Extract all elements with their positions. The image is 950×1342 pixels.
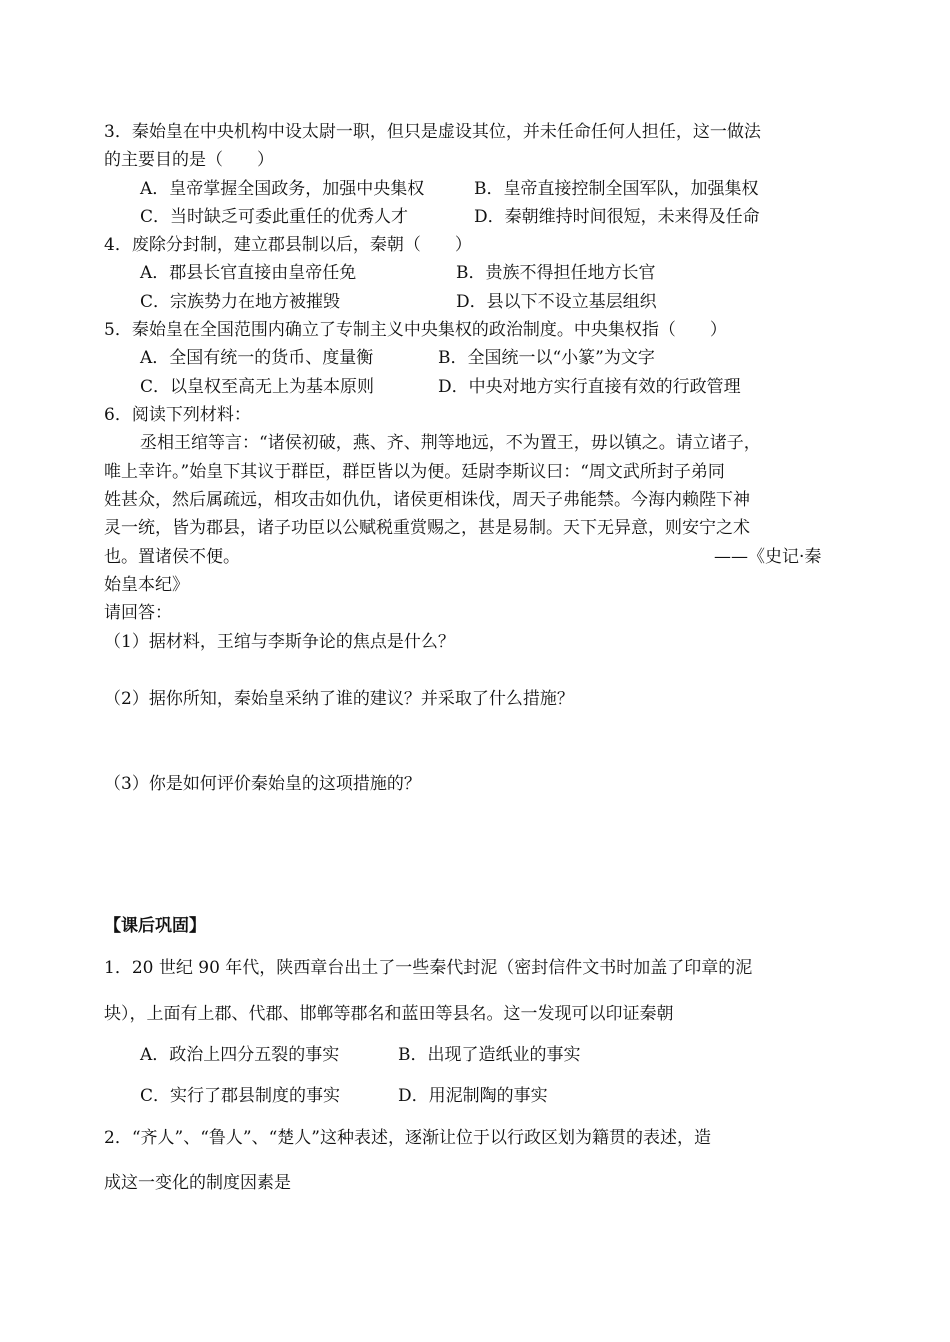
q5-option-d: D．中央对地方实行直接有效的行政管理 bbox=[438, 377, 741, 397]
q6-source-line1: ——《史记·秦 bbox=[714, 547, 822, 567]
q4-option-b: B．贵族不得担任地方长官 bbox=[456, 263, 656, 283]
review-q1-stem-line2: 块），上面有上郡、代郡、邯郸等郡名和蓝田等县名。这一发现可以印证秦朝 bbox=[104, 1004, 674, 1024]
q5-option-b: B．全国统一以“小篆”为文字 bbox=[438, 348, 655, 368]
q4-option-c: C．宗族势力在地方被摧毁 bbox=[140, 292, 341, 312]
review-q1-option-a: A．政治上四分五裂的事实 bbox=[140, 1045, 340, 1065]
q3-option-d: D．秦朝维持时间很短，未来得及任命 bbox=[474, 207, 760, 227]
review-q1-option-d: D．用泥制陶的事实 bbox=[398, 1086, 548, 1106]
q6-source-line2: 始皇本纪》 bbox=[104, 575, 189, 595]
q4-option-d: D．县以下不设立基层组织 bbox=[456, 292, 657, 312]
q6-passage-line4: 灵一统，皆为郡县，诸子功臣以公赋税重赏赐之，甚是易制。天下无异意，则安宁之术 bbox=[104, 518, 750, 538]
q6-subquestion-1: （1）据材料，王绾与李斯争论的焦点是什么？ bbox=[104, 632, 455, 652]
q3-option-c: C．当时缺乏可委此重任的优秀人才 bbox=[140, 207, 409, 227]
q6-answer-prompt: 请回答： bbox=[104, 603, 172, 623]
review-q1-option-b: B．出现了造纸业的事实 bbox=[398, 1045, 581, 1065]
q6-passage-line3: 姓甚众，然后属疏远，相攻击如仇仇，诸侯更相诛伐，周天子弗能禁。今海内赖陛下神 bbox=[104, 490, 750, 510]
q3-stem-line2: 的主要目的是（ ） bbox=[104, 150, 274, 170]
review-q2-stem-line1: 2．“齐人”、“鲁人”、“楚人”这种表述，逐渐让位于以行政区划为籍贯的表述，造 bbox=[104, 1128, 711, 1148]
q4-option-a: A．郡县长官直接由皇帝任免 bbox=[140, 263, 357, 283]
review-q1-option-c: C．实行了郡县制度的事实 bbox=[140, 1086, 341, 1106]
q5-option-c: C．以皇权至高无上为基本原则 bbox=[140, 377, 375, 397]
q6-subquestion-2: （2）据你所知，秦始皇采纳了谁的建议？并采取了什么措施？ bbox=[104, 689, 574, 709]
review-q1-stem-line1: 1．20 世纪 90 年代，陕西章台出土了一些秦代封泥（密封信件文书时加盖了印章的泥 bbox=[104, 958, 753, 978]
q6-passage-line1: 丞相王绾等言：“诸侯初破，燕、齐、荆等地远，不为置王，毋以镇之。请立诸子， bbox=[140, 433, 761, 453]
q3-stem-line1: 3．秦始皇在中央机构中设太尉一职，但只是虚设其位，并未任命任何人担任，这一做法 bbox=[104, 122, 761, 142]
q6-stem: 6．阅读下列材料： bbox=[104, 405, 251, 425]
q6-passage-line5: 也。置诸侯不便。 bbox=[104, 547, 240, 567]
q5-option-a: A．全国有统一的货币、度量衡 bbox=[140, 348, 374, 368]
q4-stem: 4．废除分封制，建立郡县制以后，秦朝（ ） bbox=[104, 235, 472, 255]
q6-subquestion-3: （3）你是如何评价秦始皇的这项措施的？ bbox=[104, 774, 421, 794]
q3-option-b: B．皇帝直接控制全国军队，加强集权 bbox=[474, 179, 759, 199]
section-title: 【课后巩固】 bbox=[104, 916, 206, 936]
q6-passage-line2: 唯上幸许。”始皇下其议于群臣，群臣皆以为便。廷尉李斯议曰：“周文武所封子弟同 bbox=[104, 462, 725, 482]
q5-stem: 5．秦始皇在全国范围内确立了专制主义中央集权的政治制度。中央集权指（ ） bbox=[104, 320, 727, 340]
review-q2-stem-line2: 成这一变化的制度因素是 bbox=[104, 1173, 291, 1193]
q3-option-a: A．皇帝掌握全国政务，加强中央集权 bbox=[140, 179, 425, 199]
